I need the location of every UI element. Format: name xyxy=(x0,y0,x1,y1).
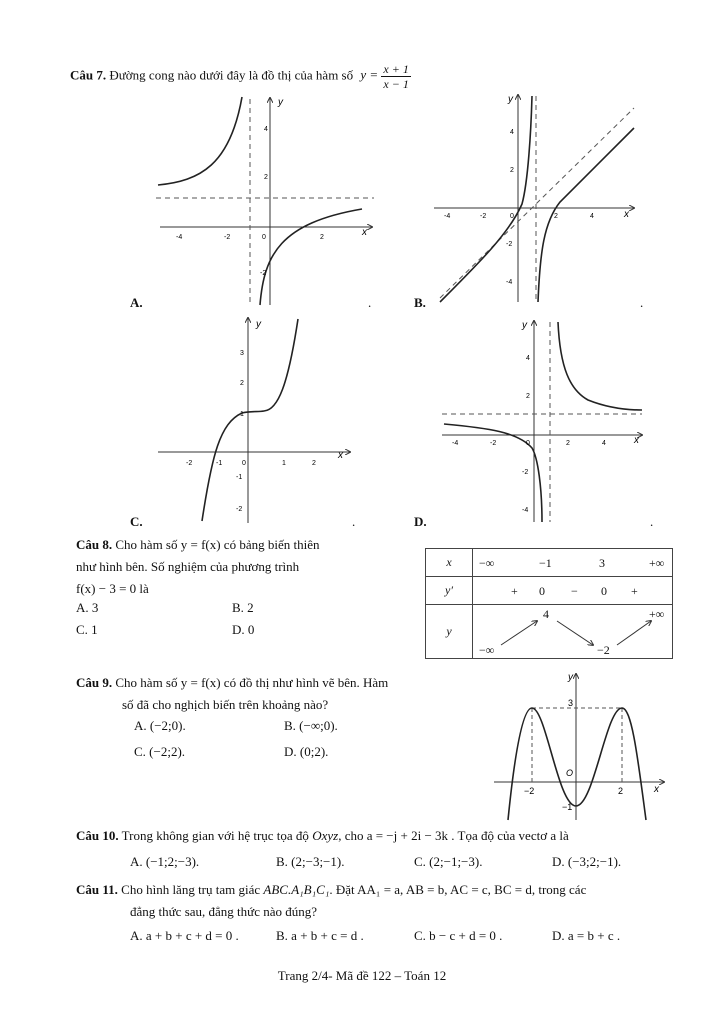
vt-y-val: −2 xyxy=(597,643,610,657)
variation-table xyxy=(425,548,673,659)
q7-option-c-dot: . xyxy=(352,514,356,529)
q7-graph-c xyxy=(150,315,360,525)
graph-a-ytick: 4 xyxy=(264,126,268,133)
vt-head-yp: y′ xyxy=(426,577,473,605)
q10-label: Câu 10. xyxy=(76,828,119,843)
q9-label: Câu 9. xyxy=(76,675,113,690)
graph-c-xtick: 2 xyxy=(312,460,316,467)
q10-answer-b[interactable]: B. (2;−3;−1). xyxy=(276,854,345,869)
graph-d-xtick: 4 xyxy=(602,440,606,447)
q8-stem xyxy=(76,534,398,600)
graph-d-xtick: -2 xyxy=(490,440,497,447)
vt-yp-val: 0 xyxy=(539,584,545,598)
q8-answer-d[interactable]: D. 0 xyxy=(232,622,255,637)
q7-option-a-dot: . xyxy=(368,295,372,310)
q10-answer-d[interactable]: D. (−3;2;−1). xyxy=(552,854,622,869)
graph-a-x-label: x xyxy=(362,227,367,238)
vt-x-val: +∞ xyxy=(649,556,665,570)
vt-yp-val: + xyxy=(631,584,638,598)
graph-c-ytick: 2 xyxy=(240,380,244,387)
graph-b-ytick: 2 xyxy=(510,167,514,174)
graph-b-xtick: 0 xyxy=(510,213,514,220)
q9-answer-b[interactable]: B. (−∞;0). xyxy=(284,718,338,733)
q11-answer-b[interactable]: B. a + b + c = d . xyxy=(276,928,364,943)
q9-answer-d[interactable]: D. (0;2). xyxy=(284,744,329,759)
graph-b-ytick: 4 xyxy=(510,129,514,136)
q7-graph-d xyxy=(438,318,648,524)
vt-y-row xyxy=(473,605,673,659)
q7-option-d-dot: . xyxy=(650,514,654,529)
graph-d-ytick: -2 xyxy=(522,469,529,476)
graph-c-xtick: 1 xyxy=(282,460,286,467)
graph-d-x-label: x xyxy=(634,435,639,446)
vt-x-val: −∞ xyxy=(479,556,495,570)
graph-a-xtick: 0 xyxy=(262,234,266,241)
q11-text-b: . Đặt AA₁ = a, AB = b, AC = c, BC = d, trong các xyxy=(329,882,587,897)
graph-a-y-label: y xyxy=(278,97,283,108)
q7-text: Đường cong nào dưới đây là đồ thị của hàm số xyxy=(109,67,354,83)
vt-y-val: −∞ xyxy=(479,643,495,657)
q9-graph-ym1: −1 xyxy=(562,802,573,812)
graph-b-xtick: -2 xyxy=(480,213,487,220)
graph-d-xtick: -4 xyxy=(452,440,459,447)
q8-label: Câu 8. xyxy=(76,537,113,552)
q10-text-b: , cho a = −j + 2i − 3k . Tọa độ của vectơ a là xyxy=(338,828,569,843)
q10-answer-a[interactable]: A. (−1;2;−3). xyxy=(130,854,200,869)
q9-line1 xyxy=(76,672,388,694)
q8-answer-c[interactable]: C. 1 xyxy=(76,622,98,637)
graph-b-ytick: -2 xyxy=(506,241,513,248)
q7-graph-a xyxy=(150,95,380,307)
vt-head-y: y xyxy=(426,605,473,659)
q11-answer-c[interactable]: C. b − c + d = 0 . xyxy=(414,928,503,943)
graph-b-y-label: y xyxy=(508,94,513,105)
vt-head-x: x xyxy=(426,549,473,577)
page-footer: Trang 2/4- Mã đề 122 – Toán 12 xyxy=(277,968,447,983)
q9-graph-p2: 2 xyxy=(618,786,624,796)
graph-d-xtick: 0 xyxy=(526,440,530,447)
q9-graph-y: y xyxy=(568,672,573,683)
graph-b-xtick: -4 xyxy=(444,213,451,220)
graph-a-xtick: -4 xyxy=(176,234,183,241)
q7-lhs: y = xyxy=(360,67,379,83)
vt-x-val: −1 xyxy=(539,556,552,570)
graph-b-xtick: 4 xyxy=(590,213,594,220)
q7-graph-b xyxy=(430,92,640,304)
q7-option-a[interactable]: A. xyxy=(130,295,143,310)
q8-answer-a[interactable]: A. 3 xyxy=(76,600,99,615)
graph-d-ytick: -4 xyxy=(522,507,529,514)
graph-a-ytick: -2 xyxy=(260,270,267,277)
q9-answer-c[interactable]: C. (−2;2). xyxy=(134,744,186,759)
q7-option-c[interactable]: C. xyxy=(130,514,143,529)
q7-option-b[interactable]: B. xyxy=(414,295,426,310)
q8-answer-b[interactable]: B. 2 xyxy=(232,600,254,615)
graph-d-y-label: y xyxy=(522,320,527,331)
graph-c-xtick: -1 xyxy=(216,460,223,467)
q7-denominator: x − 1 xyxy=(383,77,409,91)
q9-stem xyxy=(76,672,388,716)
q9-graph-y3: 3 xyxy=(568,698,574,708)
graph-d-ytick: 2 xyxy=(526,393,530,400)
q9-line2: số đã cho nghịch biến trên khoảng nào? xyxy=(122,697,329,712)
q11-prism: ABC.A₁B₁C₁ xyxy=(263,882,330,897)
q10-stem xyxy=(76,828,569,844)
q7-numerator: x + 1 xyxy=(383,62,409,76)
q10-oxyz: Oxyz xyxy=(312,828,339,843)
graph-c-ytick: 3 xyxy=(240,350,244,357)
q7-label: Câu 7. xyxy=(70,67,107,83)
q9-answer-a[interactable]: A. (−2;0). xyxy=(134,718,186,733)
q11-line1 xyxy=(76,882,586,898)
graph-c-x-label: x xyxy=(338,450,343,461)
graph-c-ytick: 1 xyxy=(240,411,244,418)
q11-line2: đẳng thức sau, đẳng thức nào đúng? xyxy=(130,904,318,919)
vt-x-val: 3 xyxy=(599,556,605,570)
q9-graph xyxy=(488,670,668,822)
q11-text-a: Cho hình lăng trụ tam giác xyxy=(121,882,261,897)
graph-a-xtick: 2 xyxy=(320,234,324,241)
graph-c-xtick: 0 xyxy=(242,460,246,467)
graph-c-ytick: -1 xyxy=(236,474,243,481)
graph-b-ytick: -4 xyxy=(506,279,513,286)
vt-yp-val: + xyxy=(511,584,518,598)
vt-arrows xyxy=(473,605,677,659)
graph-c-xtick: -2 xyxy=(186,460,193,467)
graph-b-xtick: 2 xyxy=(554,213,558,220)
q8-line1 xyxy=(76,534,398,556)
q11-answer-d[interactable]: D. a = b + c . xyxy=(552,928,621,943)
q8-line3: f(x) − 3 = 0 là xyxy=(76,581,149,596)
graph-d-ytick: 4 xyxy=(526,355,530,362)
graph-b-x-label: x xyxy=(624,209,629,220)
q9-graph-x: x xyxy=(654,784,659,795)
graph-c-ytick: -2 xyxy=(236,506,243,513)
vt-yp-val: 0 xyxy=(601,584,607,598)
vt-yp-row xyxy=(473,577,673,605)
q7-option-d[interactable]: D. xyxy=(414,514,427,529)
q8-line2: như hình bên. Số nghiệm của phương trình xyxy=(76,559,300,574)
graph-d-xtick: 2 xyxy=(566,440,570,447)
vt-x-row xyxy=(473,549,673,577)
vt-yp-val: − xyxy=(571,584,578,598)
q11-label: Câu 11. xyxy=(76,882,118,897)
graph-a-ytick: 2 xyxy=(264,174,268,181)
q11-answer-a[interactable]: A. a + b + c + d = 0 . xyxy=(130,928,239,943)
q7-stem xyxy=(70,62,411,91)
q9-graph-m2: −2 xyxy=(524,786,535,796)
vt-y-val: +∞ xyxy=(649,607,665,621)
graph-a-xtick: -2 xyxy=(224,234,231,241)
q10-answer-c[interactable]: C. (2;−1;−3). xyxy=(414,854,483,869)
q9-line1-text: Cho hàm số y = f(x) có đồ thị như hình vẽ bên. Hàm xyxy=(115,675,389,690)
q9-graph-origin: O xyxy=(566,768,574,778)
q10-text-a: Trong không gian với hệ trục tọa độ xyxy=(121,828,309,843)
q7-option-b-dot: . xyxy=(640,295,644,310)
graph-c-y-label: y xyxy=(256,319,261,330)
vt-y-val: 4 xyxy=(543,607,549,621)
q7-fraction xyxy=(381,62,410,91)
q8-line1-text: Cho hàm số y = f(x) có bảng biến thiên xyxy=(115,537,320,552)
